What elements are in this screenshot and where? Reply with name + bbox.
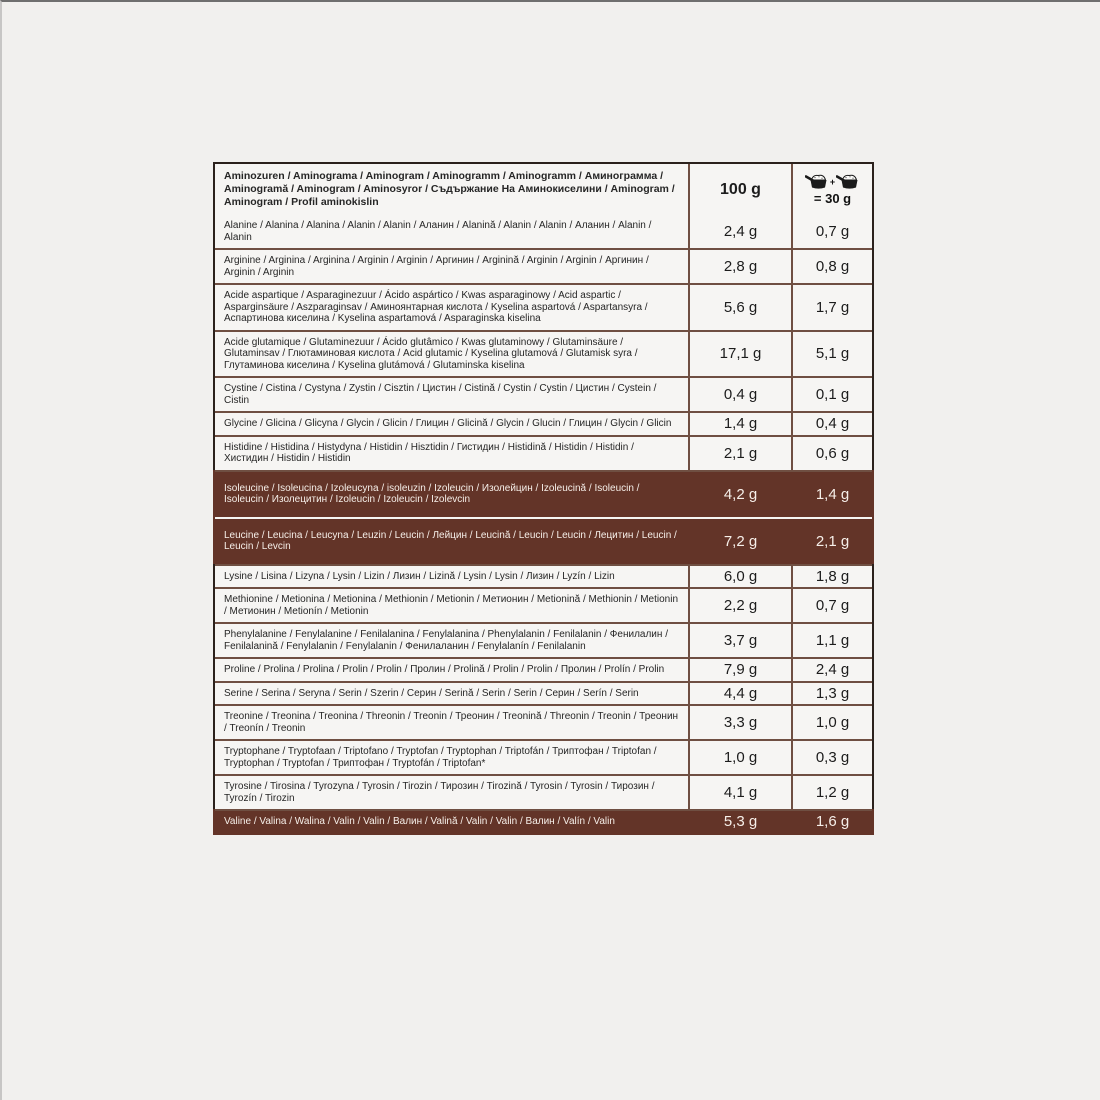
table-row xyxy=(215,248,872,283)
table-row xyxy=(215,587,872,622)
table-row xyxy=(215,774,872,809)
value-per-100g: 1,4 g xyxy=(688,413,791,435)
table-row xyxy=(215,704,872,739)
value-per-serving: 0,6 g xyxy=(791,437,872,470)
amino-names: Alanine / Alanina / Alanina / Alanin / Alanin / Аланин / Alanină / Alanin / Alanin / Аланин / Alanin / Alanin xyxy=(224,220,652,243)
value-per-serving: 1,1 g xyxy=(791,624,872,657)
amino-names: Isoleucine / Isoleucina / Izoleucyna / isoleuzin / Izoleucin / Изолейцин / Izoleucină / Isoleucin / Isoleucin / Изолецитин / Izoleucin / Izoleucin / Izolevcin xyxy=(224,482,640,505)
value-per-100g: 3,7 g xyxy=(688,624,791,657)
value-per-100g: 4,1 g xyxy=(688,776,791,809)
value-per-serving: 1,0 g xyxy=(791,706,872,739)
amino-names: Lysine / Lisina / Lizyna / Lysin / Lizin / Лизин / Lizină / Lysin / Lysin / Лизин / Lyzín / Lizin xyxy=(224,570,615,582)
table-row xyxy=(215,517,872,564)
value-per-100g: 7,2 g xyxy=(723,532,758,550)
table-row xyxy=(215,330,872,377)
value-per-serving: 2,4 g xyxy=(791,659,872,681)
value-per-serving: 0,1 g xyxy=(791,378,872,411)
column-header-serving xyxy=(791,164,872,215)
table-title: Aminozuren / Aminograma / Aminogram / Aminogramm / Aminogramm / Аминограмма / Aminogramă / Aminogram / Aminosyror / Съдържание На Аминокиселини / Aminogram / Aminogram / Profil aminokislin xyxy=(224,170,675,208)
measuring-scoop-icon-slot-2 xyxy=(836,173,860,190)
serving-equals-label: = 30 g xyxy=(813,191,852,206)
amino-names: Leucine / Leucina / Leucyna / Leuzin / Leucin / Лейцин / Leucină / Leucin / Leucin / Лецитин / Leucin / Leucin / Levcin xyxy=(224,529,677,552)
amino-names: Proline / Prolina / Prolina / Prolin / Prolin / Пролин / Prolină / Prolin / Prolin / Пролин / Prolín / Prolin xyxy=(224,664,665,675)
amino-names: Phenylalanine / Fenylalanine / Fenilalanina / Fenylalanina / Phenylalanin / Fenilalanin / Фенилалин / Fenilalanină / Fenylalanin / Fenylalanin / Фенилаланин / Fenylalanín / Fenilalanin xyxy=(224,629,668,652)
value-per-100g: 5,3 g xyxy=(723,813,758,831)
amino-names: Glycine / Glicina / Glicyna / Glycin / Glicin / Глицин / Glicină / Glycin / Glucin / Глицин / Glycin / Glicin xyxy=(224,418,672,429)
value-per-100g: 5,6 g xyxy=(688,285,791,330)
value-per-100g: 2,1 g xyxy=(688,437,791,470)
value-per-serving: 1,4 g xyxy=(815,485,850,503)
value-per-serving: 1,3 g xyxy=(791,683,872,705)
value-per-serving: 0,8 g xyxy=(791,250,872,283)
amino-names: Methionine / Metionina / Metionina / Methionin / Metionin / Метионин / Metionină / Methionin / Metionin / Метионин / Metionín / Metionin xyxy=(224,594,679,617)
table-row xyxy=(215,435,872,470)
measuring-scoop-icon xyxy=(836,173,860,190)
amino-names: Acide aspartique / Asparaginezuur / Ácido aspártico / Kwas asparaginowy / Acid aspartic / Asparginsäure / Aszparaginsav / Аминоянтарная кислота / Kyselina aspartová / Aspartansyra / Аспартинова киселина / Kyselina aspartamová / Asparaginska kiselina xyxy=(224,290,648,324)
value-per-serving: 0,7 g xyxy=(791,589,872,622)
value-per-serving: 1,8 g xyxy=(791,566,872,588)
table-row xyxy=(215,622,872,657)
value-per-serving: 5,1 g xyxy=(791,332,872,377)
amino-names: Acide glutamique / Glutaminezuur / Ácido glutâmico / Kwas glutaminowy / Glutaminsäure / Glutaminsav / Глютаминовая кислота / Acid glutamic / Kyselina glutamová / Glutamisk syra / Глутаминова киселина / Kyselina glutámová / Glutaminska kiselina xyxy=(224,336,638,371)
measuring-scoop-icon xyxy=(805,173,829,190)
table-row xyxy=(215,215,872,248)
amino-names: Treonine / Treonina / Treonina / Threonin / Treonin / Треонин / Treonină / Threonin / Treonin / Треонин / Treonín / Treonin xyxy=(224,711,679,734)
plus-sign: + xyxy=(829,176,836,187)
table-row xyxy=(215,739,872,774)
table-header-row xyxy=(215,164,872,215)
amino-names: Cystine / Cistina / Cystyna / Zystin / Cisztin / Цистин / Cistină / Cystin / Cystin / Цистин / Cystein / Cistin xyxy=(224,383,657,406)
value-per-serving: 2,1 g xyxy=(815,532,850,550)
measuring-scoop-icon-slot-1 xyxy=(805,173,829,190)
value-per-100g: 6,0 g xyxy=(688,566,791,588)
aminogram-table xyxy=(213,162,874,835)
value-per-100g: 2,8 g xyxy=(688,250,791,283)
value-per-100g: 1,0 g xyxy=(688,741,791,774)
value-per-serving: 1,6 g xyxy=(815,813,850,831)
table-row xyxy=(215,657,872,681)
value-per-100g: 4,2 g xyxy=(723,485,758,503)
value-per-serving: 1,2 g xyxy=(791,776,872,809)
value-per-100g: 7,9 g xyxy=(688,659,791,681)
amino-names: Arginine / Arginina / Arginina / Arginin / Arginin / Аргинин / Arginină / Arginin / Arginin / Аргинин / Arginin / Arginin xyxy=(224,255,649,278)
value-per-100g: 0,4 g xyxy=(688,378,791,411)
amino-names: Tryptophane / Tryptofaan / Triptofano / Tryptofan / Tryptophan / Triptofán / Триптофан / Triptofan / Tryptophan / Tryptofan / Триптофан / Tryptofán / Triptofan* xyxy=(224,746,657,769)
value-per-serving: 0,7 g xyxy=(791,215,872,248)
value-per-serving: 0,3 g xyxy=(791,741,872,774)
amino-names: Histidine / Histidina / Histydyna / Histidin / Hisztidin / Гистидин / Histidină / Histidin / Histidin / Хистидин / Histidin / Histidin xyxy=(224,441,634,464)
amino-names: Serine / Serina / Seryna / Serin / Szerin / Серин / Serină / Serin / Serin / Серин / Serín / Serin xyxy=(224,687,639,699)
aminogram-table-body xyxy=(215,215,872,833)
value-per-100g: 2,4 g xyxy=(688,215,791,248)
table-row xyxy=(215,283,872,330)
value-per-serving: 0,4 g xyxy=(791,413,872,435)
value-per-100g: 2,2 g xyxy=(688,589,791,622)
amino-names: Valine / Valina / Walina / Valin / Valin / Валин / Valină / Valin / Valin / Валин / Valín / Valin xyxy=(224,816,615,827)
table-row xyxy=(215,411,872,435)
table-row xyxy=(215,681,872,705)
table-row xyxy=(215,564,872,588)
table-row xyxy=(215,376,872,411)
amino-names: Tyrosine / Tirosina / Tyrozyna / Tyrosin / Tirozin / Тирозин / Tirozină / Tyrosin / Tyrosin / Тирозин / Tyrozín / Tirozin xyxy=(224,781,655,804)
value-per-serving: 1,7 g xyxy=(791,285,872,330)
table-row xyxy=(215,809,872,833)
table-row xyxy=(215,470,872,517)
scoops-group xyxy=(805,173,860,190)
column-header-100g: 100 g xyxy=(688,164,791,215)
value-per-100g: 17,1 g xyxy=(688,332,791,377)
value-per-100g: 4,4 g xyxy=(688,683,791,705)
value-per-100g: 3,3 g xyxy=(688,706,791,739)
